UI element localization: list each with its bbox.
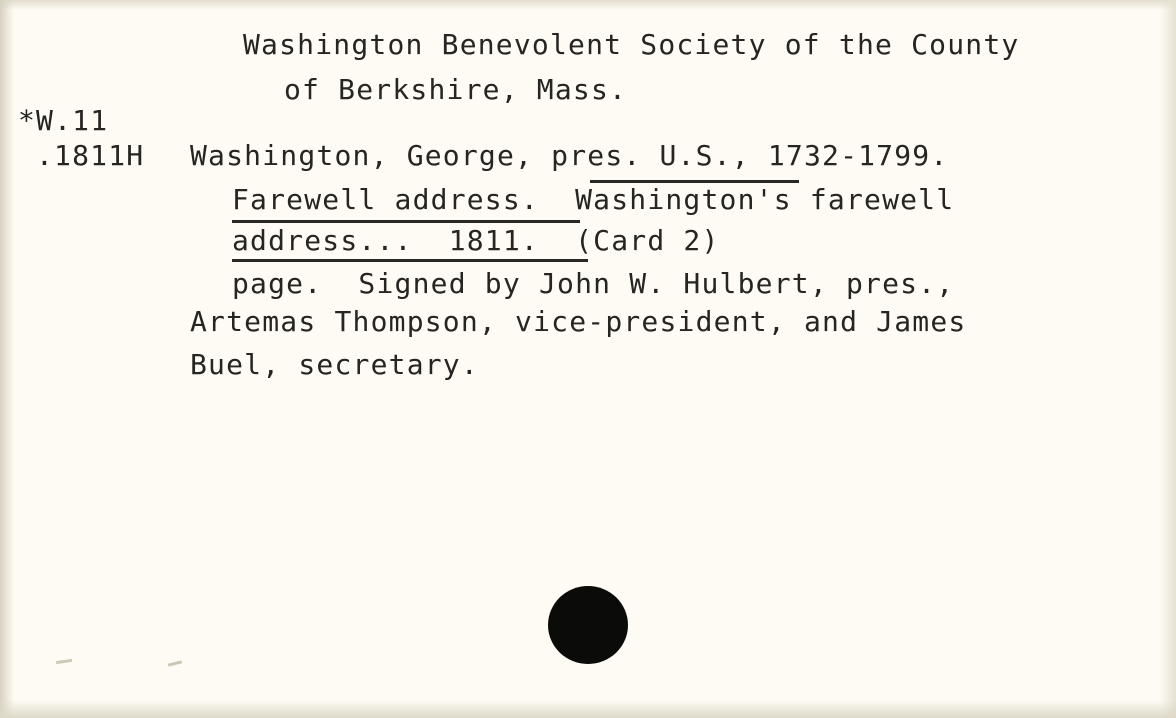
- underline-farewell-address: [232, 220, 580, 223]
- card-title-line-2: of Berkshire, Mass.: [284, 73, 628, 106]
- call-number-line-2: .1811H: [36, 139, 145, 172]
- paper-edge-bottom: [0, 700, 1176, 718]
- paper-edge-right: [1160, 0, 1176, 718]
- stray-mark-left: [56, 659, 72, 664]
- card-title-line-1: Washington Benevolent Society of the County: [243, 28, 1020, 61]
- punch-hole: [548, 586, 628, 664]
- underline-address: [232, 259, 588, 262]
- entry-line-5: Artemas Thompson, vice-president, and James: [190, 305, 967, 338]
- paper-edge-top: [0, 0, 1176, 10]
- entry-line-6: Buel, secretary.: [190, 348, 479, 381]
- paper-edge-left: [0, 0, 14, 718]
- entry-line-4: page. Signed by John W. Hulbert, pres.,: [232, 267, 955, 300]
- stray-mark-center: [168, 660, 182, 666]
- entry-line-2: Farewell address. Washington's farewell: [232, 183, 955, 216]
- entry-line-1: Washington, George, pres. U.S., 1732-1799.: [190, 139, 949, 172]
- underline-pres-us: [590, 180, 799, 183]
- entry-line-3: address... 1811. (Card 2): [232, 224, 720, 257]
- call-number-line-1: *W.11: [18, 104, 109, 137]
